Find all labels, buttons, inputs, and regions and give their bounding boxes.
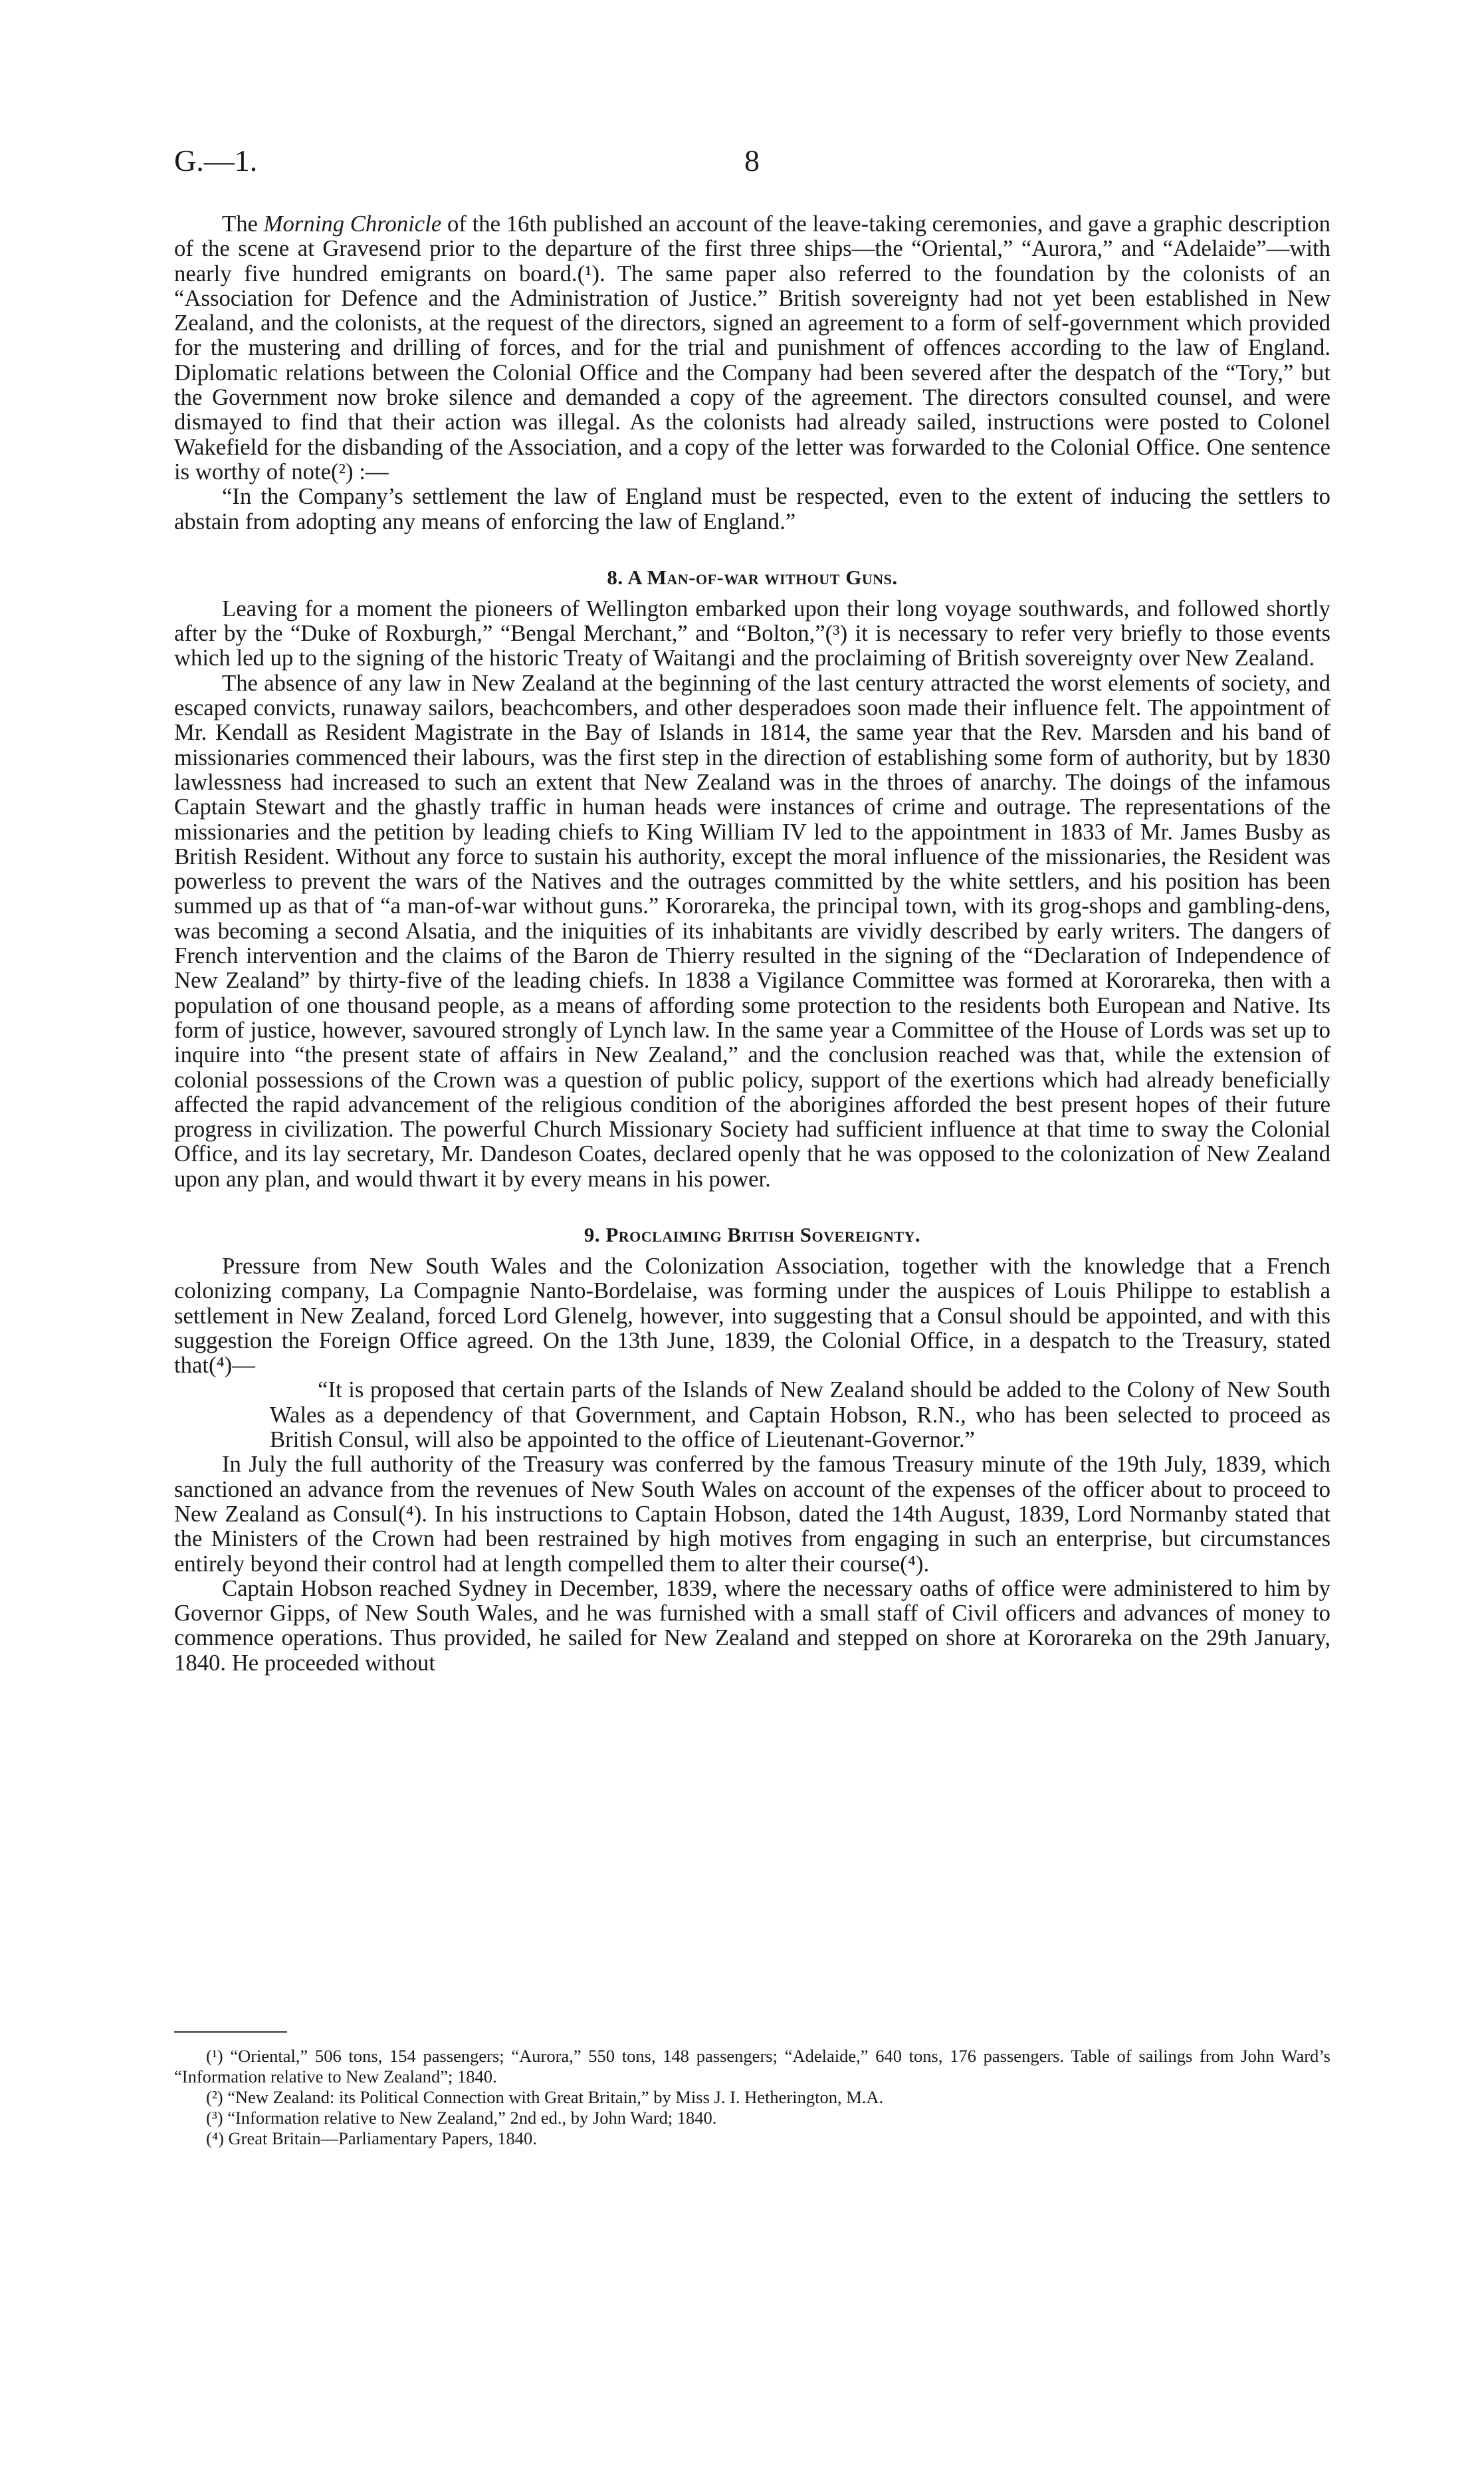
paper-reference: G.—1. bbox=[174, 144, 258, 177]
intro-paragraph: The Morning Chronicle of the 16th published an account of the leave-taking ceremonies, and gave a graphic description of the scene at Gravesend prior to the departure of the first three ships—the “Oriental,” “Aurora,” and “Adelaide”—with nearly five hundred emigrants on board.(¹). The same paper also referred to the foundation by the colonists of an “Association for Defence and the Administration of Justice.” British sovereignty had not yet been established in New Zealand, and the colonists, at the request of the directors, signed an agreement to a form of self-government which provided for the mustering and drilling of forces, and for the trial and punishment of offences according to the law of England. Diplomatic relations between the Colonial Office and the Company had been severed after the despatch of the “Tory,” but the Government now broke silence and demanded a copy of the agreement. The directors consulted counsel, and were dismayed to find that their action was illegal. As the colonists had already sailed, instructions were posted to Colonel Wakefield for the disbanding of the Association, and a copy of the letter was forwarded to the Colonial Office. One sentence is worthy of note(²) :— bbox=[174, 211, 1330, 485]
section-9-paragraph-1: Pressure from New South Wales and the Colonization Association, together with the knowledge that a French colonizing company, La Compagnie Nanto-Bordelaise, was forming under the auspices of Louis Philippe to establish a settlement in New Zealand, forced Lord Glenelg, however, into suggesting that a Consul should be appointed, and with this suggestion the Foreign Office agreed. On the 13th June, 1839, the Colonial Office, in a despatch to the Treasury, stated that(⁴)— bbox=[174, 1252, 1330, 1379]
footnote-divider bbox=[174, 2031, 287, 2033]
section-9-paragraph-3: Captain Hobson reached Sydney in December, 1839, where the necessary oaths of office were administered to him by Governor Gipps, of New South Wales, and he was furnished with a small staff of Civil officers and advances of money to commence operations. Thus provided, he sailed for New Zealand and stepped on shore at Kororareka on the 29th January, 1840. He proceeded without bbox=[174, 1575, 1330, 1676]
footnote-4: (⁴) Great Britain—Parliamentary Papers, 1840. bbox=[206, 2128, 537, 2148]
intro-quote: “In the Company’s settlement the law of England must be respected, even to the extent of inducing the settlers to abstain from adopting any means of enforcing the law of England.” bbox=[174, 483, 1330, 534]
section-8-heading: 8. A Man-of-war without Guns. bbox=[607, 565, 898, 589]
footnote-3: (³) “Information relative to New Zealand,” 2nd ed., by John Ward; 1840. bbox=[206, 2108, 717, 2128]
section-9-heading: 9. Proclaiming British Sovereignty. bbox=[583, 1222, 921, 1246]
page-number: 8 bbox=[744, 144, 760, 177]
main-text bbox=[174, 211, 1330, 1675]
footnote-1: (¹) “Oriental,” 506 tons, 154 passengers; “Aurora,” 550 tons, 148 passengers; “Adelaide,” 640 tons, 176 passengers. Table of sailings from John Ward’s “Information relative to New Zealand”; 1840. bbox=[174, 2046, 1330, 2086]
newspaper-title: Morning Chronicle bbox=[263, 211, 442, 237]
section-8-paragraph-2: The absence of any law in New Zealand at the beginning of the last century attracted the worst elements of society, and escaped convicts, runaway sailors, beachcombers, and other desperadoes soon made their influence felt. The appointment of Mr. Kendall as Resident Magistrate in the Bay of Islands in 1814, the same year that the Rev. Marsden and his band of missionaries commenced their labours, was the first step in the direction of establishing some form of authority, but by 1830 lawlessness had increased to such an extent that New Zealand was in the throes of anarchy. The doings of the infamous Captain Stewart and the ghastly traffic in human heads were instances of crime and outrage. The representations of the missionaries and the petition by leading chiefs to King William IV led to the appointment in 1833 of Mr. James Busby as British Resident. Without any force to sustain his authority, except the moral influence of the missionaries, the Resident was powerless to prevent the wars of the Natives and the outrages committed by the white settlers, and his position has been summed up as that of “a man-of-war without guns.” Kororareka, the principal town, with its grog-shops and gambling-dens, was becoming a second Alsatia, and the iniquities of its inhabitants are vividly described by early writers. The dangers of French intervention and the claims of the Baron de Thierry resulted in the signing of the “Declaration of Independence of New Zealand” by thirty-five of the leading chiefs. In 1838 a Vigilance Committee was formed at Kororareka, then with a population of one thousand people, as a means of affording some protection to the residents both European and Native. Its form of justice, however, savoured strongly of Lynch law. In the same year a Committee of the House of Lords was set up to inquire into “the present state of affairs in New Zealand,” and the conclusion reached was that, while the extension of colonial possessions of the Crown was a question of public policy, support of the exertions which had already beneficially affected the rapid advancement of the religious condition of the aborigines afforded the best present hopes of their future progress in civilization. The powerful Church Missionary Society had sufficient influence at that time to sway the Colonial Office, and its lay secretary, Mr. Dandeson Coates, declared openly that he was opposed to the colonization of New Zealand upon any plan, and would thwart it by every means in his power. bbox=[174, 669, 1330, 1192]
footnotes bbox=[174, 2046, 1330, 2149]
section-9-quote: “It is proposed that certain parts of the Islands of New Zealand should be added to the Colony of New South Wales as a dependency of that Government, and Captain Hobson, R.N., who has been selected to proceed as British Consul, will also be appointed to the office of Lieutenant-Governor.” bbox=[270, 1377, 1330, 1453]
section-8-paragraph-1: Leaving for a moment the pioneers of Wellington embarked upon their long voyage southwards, and followed shortly after by the “Duke of Roxburgh,” “Bengal Merchant,” and “Bolton,”(³) it is necessary to refer very briefly to those events which led up to the signing of the historic Treaty of Waitangi and the proclaiming of British sovereignty over New Zealand. bbox=[174, 595, 1330, 671]
page-header bbox=[174, 143, 1330, 189]
section-9-paragraph-2: In July the full authority of the Treasury was conferred by the famous Treasury minute of the 19th July, 1839, which sanctioned an advance from the revenues of New South Wales on account of the expenses of the officer about to proceed to New Zealand as Consul(⁴). In his instructions to Captain Hobson, dated the 14th August, 1839, Lord Normanby stated that the Ministers of the Crown had been restrained by high motives from engaging in such an enterprise, but circumstances entirely beyond their control had at length compelled them to alter their course(⁴). bbox=[174, 1451, 1330, 1577]
footnote-2: (²) “New Zealand: its Political Connection with Great Britain,” by Miss J. I. Hetherington, M.A. bbox=[206, 2087, 884, 2107]
